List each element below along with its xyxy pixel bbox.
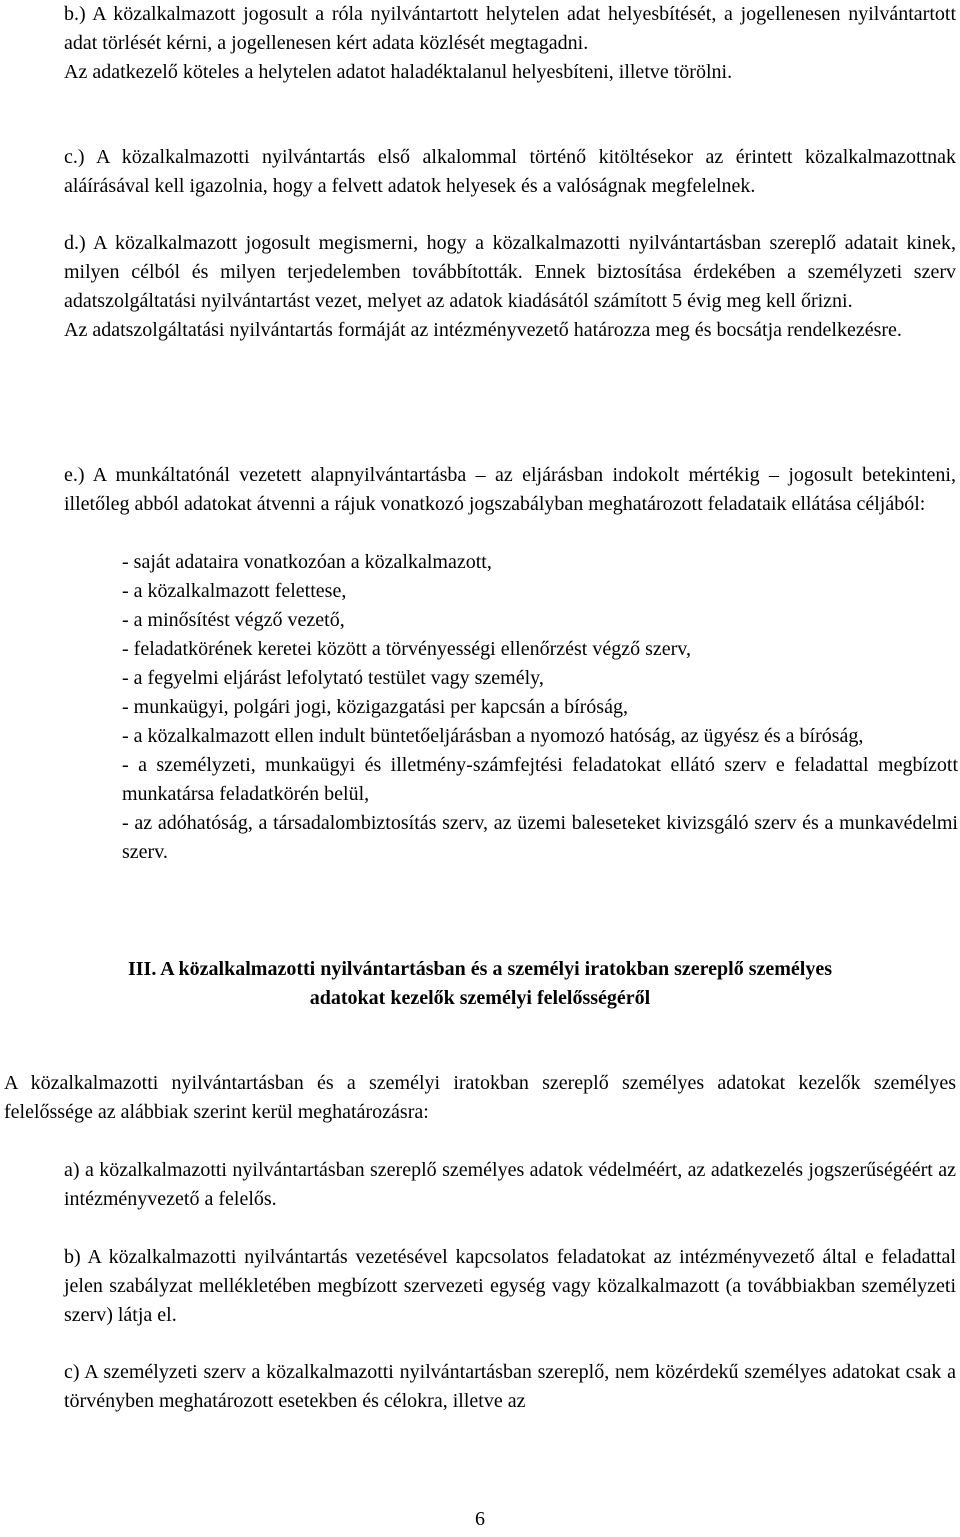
list-item: - munkaügyi, polgári jogi, közigazgatási per kapcsán a bíróság, [122,696,628,718]
paragraph-e [64,461,956,519]
responsibility-item-c [64,1358,956,1416]
responsibility-item-b-text: b) A közalkalmazotti nyilvántartás vezetésével kapcsolatos feladatokat az intézményvezető által e feladattal jelen szabályzat mellékletében megbízott szervezeti egység vagy közalkalmazott (a továbbiakban személyzeti szerv) látja el. [64,1246,956,1326]
list-item: - a személyzeti, munkaügyi és illetmény-számfejtési feladatokat ellátó szerv e feladattal megbízott munkatársa feladatkörén belül, [122,754,958,805]
paragraph-b-text-2: Az adatkezelő köteles a helytelen adatot haladéktalanul helyesbíteni, illetve törölni. [64,61,733,83]
intro-paragraph-text: A közalkalmazotti nyilvántartásban és a személyi iratokban szereplő személyes adatokat kezelők személyes felelőssége az alábbiak szerint kerül meghatározásra: [4,1072,956,1123]
paragraph-b-text: b.) A közalkalmazott jogosult a róla nyilvántartott helytelen adat helyesbítését, a jogellenesen nyilvántartott adat törlését kérni, a jogellenesen kért adata közlését megtagadni. [64,3,956,54]
paragraph-b [64,0,956,87]
section-heading [40,955,920,1013]
paragraph-c-text: c.) A közalkalmazotti nyilvántartás első alkalommal történő kitöltésekor az érintett közalkalmazottnak aláírásával kell igazolnia, hogy a felvett adatok helyesek és a valóságnak megfelelnek. [64,146,956,197]
responsibility-item-b [64,1243,956,1330]
section-heading-line-1: III. A közalkalmazotti nyilvántartásban és a személyi iratokban szereplő személyes [127,958,833,980]
paragraph-d-text-2: Az adatszolgáltatási nyilvántartás formáját az intézményvezető határozza meg és bocsátja rendelkezésre. [64,319,902,341]
list-item: - a minősítést végző vezető, [122,609,345,631]
intro-paragraph [4,1069,956,1127]
list-item: - a közalkalmazott felettese, [122,580,347,602]
list-item: - saját adataira vonatkozóan a közalkalmazott, [122,551,492,573]
page-number: 6 [475,1508,485,1530]
list-item: - az adóhatóság, a társadalombiztosítás szerv, az üzemi baleseteket kivizsgáló szerv és a munkavédelmi szerv. [122,812,958,863]
list-item: - feladatkörének keretei között a törvényességi ellenőrzést végző szerv, [122,638,691,660]
responsibility-item-a [64,1156,956,1214]
responsibility-item-c-text: c) A személyzeti szerv a közalkalmazotti nyilvántartásban szereplő, nem közérdekű személyes adatokat csak a törvényben meghatározott esetekben és célokra, illetve az [64,1361,956,1412]
responsibility-item-a-text: a) a közalkalmazotti nyilvántartásban szereplő személyes adatok védelméért, az adatkezelés jogszerűségéért az intézményvezető a felelős. [64,1159,956,1210]
list-item: - a közalkalmazott ellen indult büntetőeljárásban a nyomozó hatóság, az ügyész és a bíróság, [122,725,864,747]
section-heading-line-2: adatokat kezelők személyi felelősségéről [309,987,651,1009]
paragraph-d-text: d.) A közalkalmazott jogosult megismerni, hogy a közalkalmazotti nyilvántartásban szereplő adatait kinek, milyen célból és milyen terjedelemben továbbították. Ennek biztosítása érdekében a személyzeti szerv adatszolgáltatási nyilvántartást vezet, melyet az adatok kiadásától számított 5 évig meg kell őrizni. [64,232,956,312]
access-list [122,548,958,867]
list-item: - a fegyelmi eljárást lefolytató testület vagy személy, [122,667,544,689]
paragraph-d [64,229,956,345]
paragraph-c [64,143,956,201]
paragraph-e-text: e.) A munkáltatónál vezetett alapnyilvántartásba – az eljárásban indokolt mértékig – jogosult betekinteni, illetőleg abból adatokat átvenni a rájuk vonatkozó jogszabályban meghatározott feladataik ellátása céljából: [64,464,956,515]
